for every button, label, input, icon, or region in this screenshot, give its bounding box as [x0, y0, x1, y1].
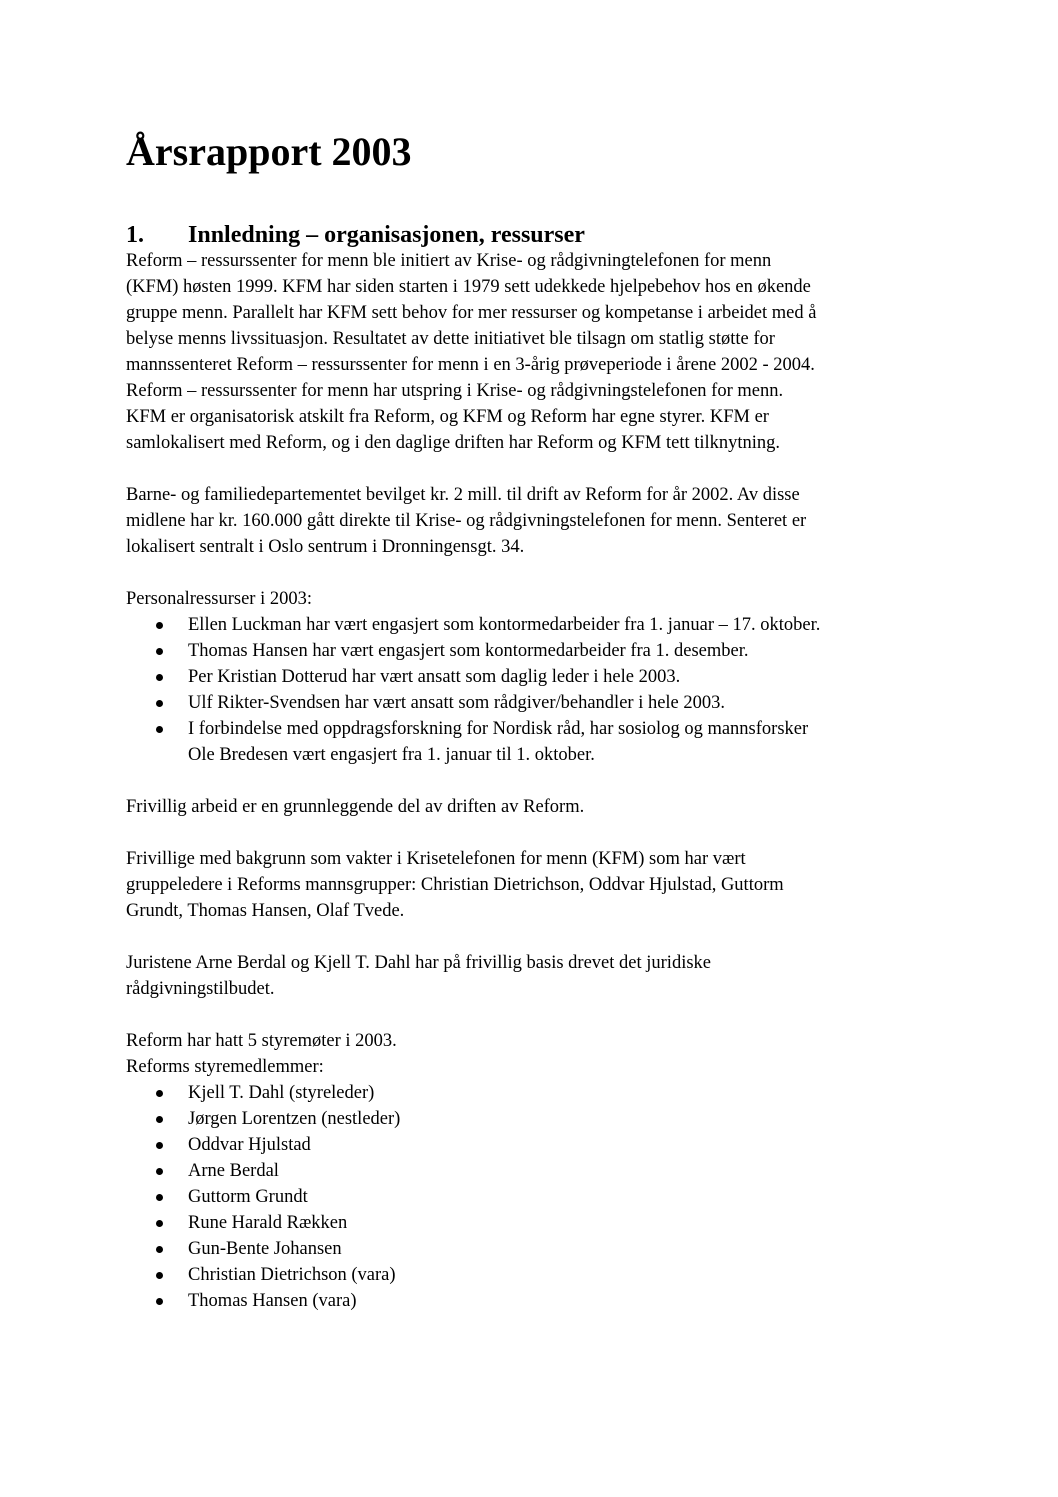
bullet-icon	[156, 1194, 163, 1201]
bullet-icon	[156, 674, 163, 681]
text-line: Juristene Arne Berdal og Kjell T. Dahl har på frivillig basis drevet det juridiske	[126, 953, 711, 973]
text-line: gruppe menn. Parallelt har KFM sett behov for mer ressurser og kompetanse i arbeidet med å	[126, 303, 817, 323]
bullet-icon	[156, 622, 163, 629]
text-line: lokalisert sentralt i Oslo sentrum i Dronningensgt. 34.	[126, 537, 525, 557]
text-line: Barne- og familiedepartementet bevilget kr. 2 mill. til drift av Reform for år 2002. Av disse	[126, 485, 800, 505]
list-item: Per Kristian Dotterud har vært ansatt som daglig leder i hele 2003.	[126, 664, 926, 690]
document-title: Årsrapport 2003	[126, 129, 412, 174]
bullet-icon	[156, 1298, 163, 1305]
list-item: Ulf Rikter-Svendsen har vært ansatt som rådgiver/behandler i hele 2003.	[126, 690, 926, 716]
bullet-icon	[156, 1090, 163, 1097]
text-line: Reform – ressurssenter for menn ble initiert av Krise- og rådgivningtelefonen for menn	[126, 251, 772, 271]
bullet-icon	[156, 1220, 163, 1227]
bullet-icon	[156, 1142, 163, 1149]
list-item: Thomas Hansen har vært engasjert som kontormedarbeider fra 1. desember.	[126, 638, 926, 664]
list-item: Rune Harald Rækken	[126, 1210, 926, 1236]
board-meetings-text: Reform har hatt 5 styremøter i 2003.	[126, 1031, 397, 1051]
document-body	[126, 248, 926, 1314]
text-line: gruppeledere i Reforms mannsgrupper: Christian Dietrichson, Oddvar Hjulstad, Guttorm	[126, 875, 784, 895]
personnel-heading: Personalressurser i 2003:	[126, 589, 312, 609]
text-line: samlokalisert med Reform, og i den daglige driften har Reform og KFM tett tilknytning.	[126, 433, 781, 453]
list-item: Thomas Hansen (vara)	[126, 1288, 926, 1314]
list-item: Gun-Bente Johansen	[126, 1236, 926, 1262]
section-title: Innledning – organisasjonen, ressurser	[188, 222, 585, 248]
board-heading: Reforms styremedlemmer:	[126, 1057, 324, 1077]
bullet-icon	[156, 1168, 163, 1175]
list-item: Arne Berdal	[126, 1158, 926, 1184]
text-line: rådgivningstilbudet.	[126, 979, 275, 999]
list-item: Kjell T. Dahl (styreleder)	[126, 1080, 926, 1106]
text-line: (KFM) høsten 1999. KFM har siden starten i 1979 sett udekkede hjelpebehov hos en økende	[126, 277, 811, 297]
personnel-list	[126, 612, 926, 768]
volunteer-paragraph: Frivillig arbeid er en grunnleggende del av driften av Reform.	[126, 797, 585, 817]
text-line: KFM er organisatorisk atskilt fra Reform, og KFM og Reform har egne styrer. KFM er	[126, 407, 769, 427]
funding-paragraph	[126, 482, 926, 560]
board-members-list	[126, 1080, 926, 1314]
text-line: midlene har kr. 160.000 gått direkte til Krise- og rådgivningstelefonen for menn. Senteret er	[126, 511, 807, 531]
bullet-icon	[156, 1272, 163, 1279]
bullet-icon	[156, 700, 163, 707]
list-item: I forbindelse med oppdragsforskning for Nordisk råd, har sosiolog og mannsforsker Ole Bredesen vært engasjert fra 1. januar til 1. oktober.	[126, 716, 926, 768]
text-line: Frivillige med bakgrunn som vakter i Krisetelefonen for menn (KFM) som har vært	[126, 849, 746, 869]
list-item: Guttorm Grundt	[126, 1184, 926, 1210]
bullet-icon	[156, 1116, 163, 1123]
bullet-icon	[156, 726, 163, 733]
bullet-icon	[156, 648, 163, 655]
list-item: Oddvar Hjulstad	[126, 1132, 926, 1158]
volunteers-paragraph	[126, 846, 926, 924]
section-number: 1.	[126, 222, 144, 248]
list-item: Ellen Luckman har vært engasjert som kontormedarbeider fra 1. januar – 17. oktober.	[126, 612, 926, 638]
section-heading	[126, 220, 585, 250]
lawyers-paragraph	[126, 950, 926, 1002]
text-line: belyse menns livssituasjon. Resultatet av dette initiativet ble tilsagn om statlig støtte for	[126, 329, 775, 349]
text-line: Reform – ressurssenter for menn har utspring i Krise- og rådgivningstelefonen for menn.	[126, 381, 784, 401]
list-item: Christian Dietrichson (vara)	[126, 1262, 926, 1288]
intro-paragraph	[126, 248, 926, 456]
text-line: Grundt, Thomas Hansen, Olaf Tvede.	[126, 901, 405, 921]
bullet-icon	[156, 1246, 163, 1253]
text-line: mannssenteret Reform – ressurssenter for menn i en 3-årig prøveperiode i årene 2002 - 2004.	[126, 355, 815, 375]
list-item: Jørgen Lorentzen (nestleder)	[126, 1106, 926, 1132]
